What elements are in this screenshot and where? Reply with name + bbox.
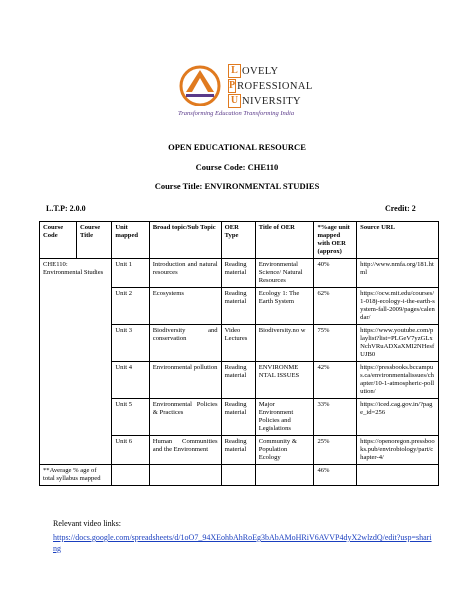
logo-letter: L [228, 64, 241, 78]
logo-tagline: Transforming Education Transforming India [178, 110, 295, 117]
unit-cell: Unit 2 [112, 288, 149, 325]
percent-cell: 40% [314, 259, 357, 288]
course-code: Course Code: CHE110 [195, 162, 279, 172]
oer-table [39, 221, 439, 486]
oer-title-cell: Ecology 1: The Earth System [255, 288, 314, 325]
oer-type-cell: Reading material [221, 259, 255, 288]
empty-cell [112, 465, 149, 486]
oer-title-cell: Community & Population Ecology [255, 436, 314, 465]
topic-cell: Biodiversity and conservation [149, 325, 221, 362]
video-spreadsheet-link[interactable]: https://docs.google.com/spreadsheets/d/1oO7_94XEohbAhRoEg3bAbAMoHRiV6AVVP4dyX2wlzdQ/edit?usp=sharing [53, 533, 432, 553]
column-header: Course Title [77, 222, 112, 259]
table-header-row [40, 222, 439, 259]
oer-type-cell: Video Lectures [221, 325, 255, 362]
topic-cell: Environmental Policies & Practices [149, 399, 221, 436]
source-url-link[interactable]: https://iced.cag.gov.in/?page_id=256 [357, 399, 439, 436]
unit-cell: Unit 3 [112, 325, 149, 362]
oer-title-cell: Environmental Science/ Natural Resources [255, 259, 314, 288]
column-header: OER Type [221, 222, 255, 259]
document-title: OPEN EDUCATIONAL RESOURCE [168, 142, 306, 152]
percent-cell: 25% [314, 436, 357, 465]
topic-cell: Environmental pollution [149, 362, 221, 399]
course-title-label: Course Title: [154, 181, 205, 191]
ltp-info: L.T.P: 2.0.0 [46, 204, 86, 213]
course-title-value: ENVIRONMENTAL STUDIES [204, 181, 320, 191]
unit-cell: Unit 6 [112, 436, 149, 465]
column-header: Unit mapped [112, 222, 149, 259]
empty-cell [221, 465, 255, 486]
empty-cell [357, 465, 439, 486]
logo-wordmark [228, 64, 313, 109]
table-row [40, 259, 439, 288]
column-header: Source URL [357, 222, 439, 259]
column-header: *%age unit mapped with OER (approx) [314, 222, 357, 259]
oer-title-cell: Biodiversity.no w [255, 325, 314, 362]
percent-cell: 62% [314, 288, 357, 325]
topic-cell: Introduction and natural resources [149, 259, 221, 288]
percent-cell: 75% [314, 325, 357, 362]
empty-cell [255, 465, 314, 486]
logo-word: OVELY [242, 65, 279, 77]
logo-word: NIVERSITY [242, 95, 302, 107]
logo-word: ROFESSIONAL [237, 80, 313, 92]
empty-cell [149, 465, 221, 486]
credit-info: Credit: 2 [385, 204, 416, 213]
oer-type-cell: Reading material [221, 399, 255, 436]
course-cell: CHE110: Environmental Studies [40, 259, 112, 465]
topic-cell: Ecosystems [149, 288, 221, 325]
oer-title-cell: ENVIRONME NTAL ISSUES [255, 362, 314, 399]
column-header: Broad topic/Sub Topic [149, 222, 221, 259]
source-url-link[interactable]: https://openoregon.pressbooks.pub/envirobiology/part/chapter-4/ [357, 436, 439, 465]
oer-type-cell: Reading material [221, 436, 255, 465]
average-value: 46% [314, 465, 357, 486]
column-header: Course Code [40, 222, 77, 259]
source-url-link[interactable]: http://www.nmfa.org/181.html [357, 259, 439, 288]
oer-type-cell: Reading material [221, 288, 255, 325]
percent-cell: 33% [314, 399, 357, 436]
percent-cell: 42% [314, 362, 357, 399]
column-header: Title of OER [255, 222, 314, 259]
unit-cell: Unit 5 [112, 399, 149, 436]
logo-letter: U [228, 94, 241, 108]
oer-type-cell: Reading material [221, 362, 255, 399]
university-logo [178, 62, 313, 124]
source-url-link[interactable]: https://ocw.mit.edu/courses/1-018j-ecology-i-the-earth-system-fall-2009/pages/calendar/ [357, 288, 439, 325]
unit-cell: Unit 4 [112, 362, 149, 399]
course-title [0, 181, 474, 191]
table-footer-row [40, 465, 439, 486]
source-url-link[interactable]: https://www.youtube.com/playlist?list=PLGeV7yzGLxNchVRuADXaXMI2NHesfUJB0 [357, 325, 439, 362]
average-label: **Average % age of total syllabus mapped [40, 465, 112, 486]
lpu-emblem-icon [178, 62, 222, 106]
oer-title-cell: Major Environment Policies and Legislations [255, 399, 314, 436]
video-links-label: Relevant video links: [53, 519, 121, 528]
logo-letter: P [229, 80, 236, 91]
topic-cell: Human Communities and the Environment [149, 436, 221, 465]
unit-cell: Unit 1 [112, 259, 149, 288]
source-url-link[interactable]: https://pressbooks.bccampus.ca/environmentalissues/chapter/10-1-atmospheric-pollution/ [357, 362, 439, 399]
